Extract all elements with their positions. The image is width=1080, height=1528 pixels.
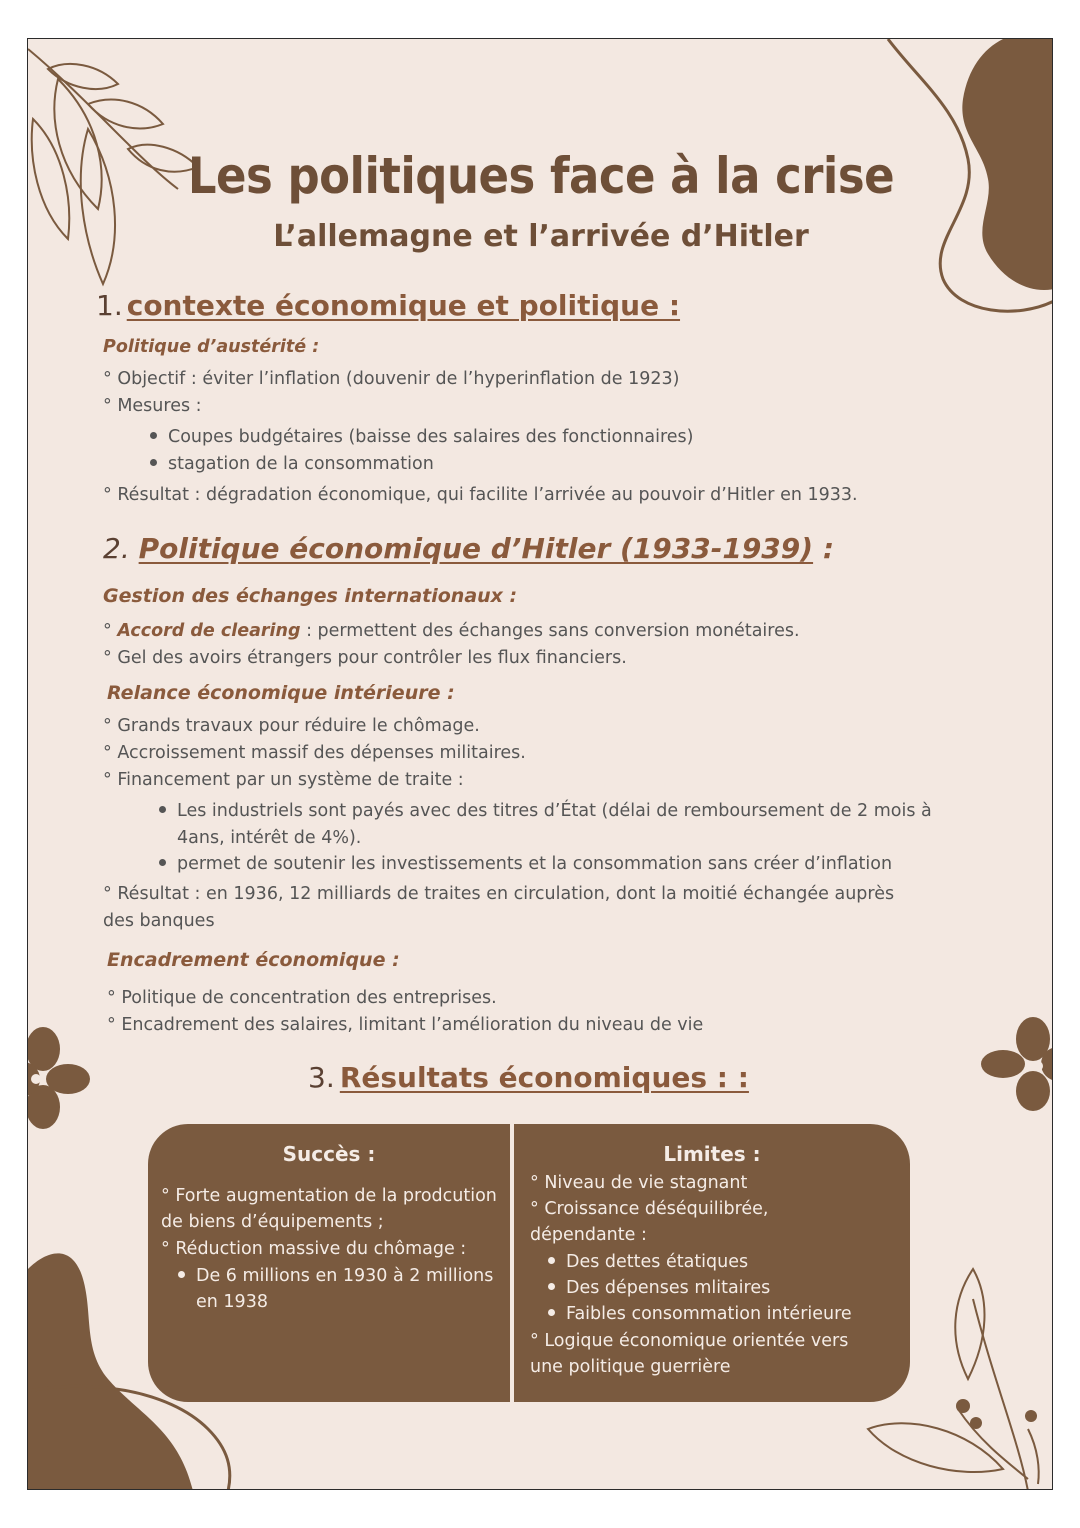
section2-subheading-relance: Relance économique intérieure : (107, 682, 455, 704)
section1-line-objectif: ° Objectif : éviter l’inflation (douvenir de l’hyperinflation de 1923) (103, 369, 680, 389)
success-line: ° Réduction massive du chômage : (161, 1239, 467, 1259)
section1-number: 1. (96, 289, 123, 322)
limits-line: dépendante : (530, 1225, 647, 1245)
section2-bullet (159, 854, 892, 874)
limits-line: ° Croissance déséquilibrée, (530, 1199, 769, 1219)
section3-heading (308, 1061, 749, 1094)
section1-line-mesures: ° Mesures : (103, 396, 202, 416)
bullet-text: Faibles consommation intérieure (566, 1304, 852, 1324)
bullet-icon (150, 459, 157, 466)
page-subtitle: L’allemagne et l’arrivée d’Hitler (273, 219, 809, 254)
bullet-icon (548, 1309, 555, 1316)
bullet-icon (178, 1271, 185, 1278)
bullet-text: Des dettes étatiques (566, 1252, 749, 1272)
section3-heading-text: Résultats économiques : : (339, 1061, 749, 1094)
results-table (148, 1124, 910, 1402)
limits-line: ° Niveau de vie stagnant (530, 1173, 748, 1193)
section2-encadrement-line: ° Politique de concentration des entreprises. (107, 988, 497, 1008)
section2-heading (103, 532, 834, 565)
limits-bullet (548, 1278, 770, 1298)
success-bullet (178, 1266, 493, 1286)
bullet-text: De 6 millions en 1930 à 2 millions (196, 1266, 494, 1286)
bullet-text: permet de soutenir les investissements et la consommation sans créer d’inflation (177, 854, 893, 874)
limits-title: Limites : (663, 1142, 761, 1166)
section1-bullet (150, 427, 694, 447)
section2-relance-line: ° Accroissement massif des dépenses militaires. (103, 743, 526, 763)
page-title: Les politiques face à la crise (187, 147, 895, 205)
section2-heading-colon: : (813, 532, 835, 565)
section1-heading (96, 289, 680, 322)
section2-bullet (159, 801, 932, 821)
flower-decoration-right (981, 1017, 1053, 1111)
success-bullet-continuation: en 1938 (196, 1292, 268, 1312)
limits-line: une politique guerrière (530, 1357, 731, 1377)
section1-result: ° Résultat : dégradation économique, qui facilite l’arrivée au pouvoir d’Hitler en 1933. (103, 485, 858, 505)
bullet-text: Des dépenses mlitaires (566, 1278, 771, 1298)
section2-subheading-encadrement: Encadrement économique : (107, 949, 400, 971)
success-line: de biens d’équipements ; (161, 1212, 384, 1232)
success-title: Succès : (282, 1142, 376, 1166)
bullet-icon (548, 1257, 555, 1264)
clearing-term: Accord de clearing (117, 621, 301, 641)
bullet-icon (548, 1283, 555, 1290)
clearing-text: : permettent des échanges sans conversion monétaires. (300, 621, 800, 641)
section3-number: 3. (308, 1061, 335, 1094)
bullet-text: Coupes budgétaires (baisse des salaires des fonctionnaires) (168, 427, 694, 447)
section2-result-line: ° Résultat : en 1936, 12 milliards de traites en circulation, dont la moitié échangée auprès (103, 884, 895, 904)
section1-bullet (150, 454, 434, 474)
flower-decoration-left (28, 1027, 90, 1129)
bullet-icon (159, 859, 166, 866)
section2-subheading-echanges: Gestion des échanges internationaux : (103, 585, 518, 607)
section2-line-clearing (103, 621, 800, 641)
berry-decoration (956, 1399, 1037, 1429)
section2-relance-line: ° Financement par un système de traite : (103, 770, 464, 790)
section2-number: 2. (103, 532, 130, 565)
limits-bullet (548, 1252, 748, 1272)
bullet-text: stagation de la consommation (168, 454, 434, 474)
bullet-icon (150, 432, 157, 439)
section2-line-gel: ° Gel des avoirs étrangers pour contrôler les flux financiers. (103, 648, 627, 668)
section2-heading-text: Politique économique d’Hitler (1933-1939) (138, 532, 814, 565)
limits-bullet (548, 1304, 852, 1324)
limits-line: ° Logique économique orientée vers (530, 1331, 849, 1351)
clearing-prefix: ° (103, 621, 118, 641)
success-line: ° Forte augmentation de la prodcution (161, 1186, 497, 1206)
section2-relance-line: ° Grands travaux pour réduire le chômage. (103, 716, 480, 736)
section1-subheading: Politique d’austérité : (103, 337, 320, 357)
section2-result-line: des banques (103, 911, 215, 931)
section1-heading-text: contexte économique et politique : (126, 289, 681, 322)
section2-encadrement-line: ° Encadrement des salaires, limitant l’amélioration du niveau de vie (107, 1015, 704, 1035)
document-page (27, 38, 1053, 1490)
bullet-text: Les industriels sont payés avec des titres d’État (délai de remboursement de 2 mois à (177, 801, 932, 821)
section2-bullet-continuation: 4ans, intérêt de 4%). (177, 828, 362, 848)
bullet-icon (159, 806, 166, 813)
